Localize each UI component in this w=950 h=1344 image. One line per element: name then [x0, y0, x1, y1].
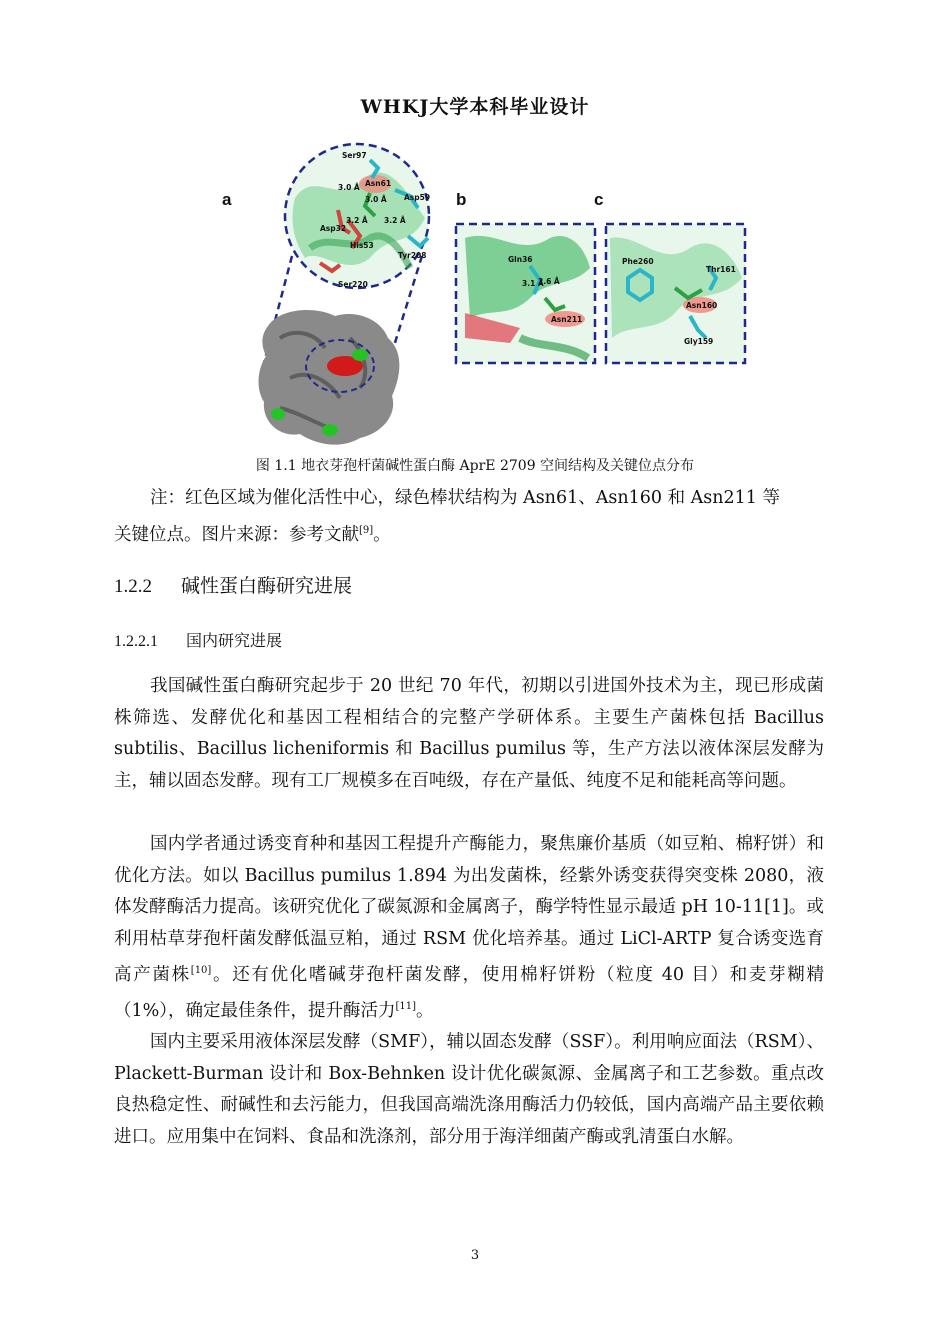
figure-note — [114, 483, 824, 551]
section-title: 碱性蛋白酶研究进展 — [181, 575, 353, 597]
label-dist-3: 3.2 Å — [346, 216, 368, 225]
label-ser220: Ser220 — [338, 280, 368, 289]
label-tyr208: Tyr208 — [398, 251, 427, 260]
section-heading — [114, 571, 352, 598]
label-his53: His53 — [350, 241, 374, 250]
label-thr161: Thr161 — [706, 265, 736, 274]
note-line-2: 关键位点。图片来源：参考文献 — [114, 524, 359, 545]
page-header: WHKJ大学本科毕业设计 — [360, 96, 590, 118]
panel-letter-b: b — [456, 190, 467, 209]
paragraph-1: 我国碱性蛋白酶研究起步于 20 世纪 70 年代，初期以引进国外技术为主，现已形成菌株筛选、发酵优化和基因工程相结合的完整产学研体系。主要生产菌株包括 Bacillus subtilis、Bacillus licheniformis 和 Bacillus pumilus 等，生产方法以液体深层发酵为主，辅以固态发酵。现有工厂规模多在百吨级，存在产量低、纯度不足和能耗高等问题。 — [114, 676, 824, 791]
page-number: 3 — [470, 1248, 480, 1263]
label-asp59: Asp59 — [404, 193, 431, 202]
label-phe260: Phe260 — [622, 257, 654, 266]
label-asp32: Asp32 — [320, 224, 347, 233]
panel-letter-a: a — [222, 190, 232, 209]
paragraph-2 — [114, 829, 824, 1028]
subsection-title: 国内研究进展 — [186, 631, 283, 650]
paragraph-2-part-b: 。还有优化嗜碱芽孢杆菌发酵，使用棉籽饼粉（粒度 40 目）和麦芽糊精（1%），确定最佳条件，提升酶活力 — [114, 964, 824, 1022]
label-gly159: Gly159 — [684, 337, 714, 346]
label-dist-1: 3.0 Å — [338, 183, 360, 192]
note-line-1: 注：红色区域为催化活性中心，绿色棒状结构为 Asn61、Asn160 和 Asn211 等 — [150, 488, 780, 508]
label-dist-b1: 3.1 Å — [522, 279, 544, 288]
subsection-heading — [114, 628, 282, 651]
paragraph-2-part-a: 国内学者通过诱变育种和基因工程提升产酶能力，聚焦廉价基质（如豆粕、棉籽饼）和优化方法。如以 Bacillus pumilus 1.894 为出发菌株，经紫外诱变获得突变株 2080，液体发酵酶活力提高。该研究优化了碳氮源和金属离子，酶学特性显示最适 pH 10-11[1]。或利用枯草芽孢杆菌发酵低温豆粕，通过 RSM 优化培养基。通过 LiCl-ARTP 复合诱变选育高产菌株 — [114, 834, 824, 985]
section-number: 1.2.2 — [114, 576, 152, 597]
label-ser97: Ser97 — [342, 151, 367, 160]
paragraph-2-ref-2: [11] — [395, 1001, 417, 1013]
label-dist-b2: 2.6 Å — [538, 277, 560, 286]
protein-structure-figure — [220, 138, 760, 456]
label-asn160: Asn160 — [686, 301, 718, 310]
panel-letter-c: c — [594, 190, 604, 209]
note-ref: [9] — [359, 524, 374, 536]
label-dist-2: 3.0 Å — [365, 195, 387, 204]
label-gln36: Gln36 — [508, 255, 533, 264]
figure-drawing — [220, 138, 760, 456]
subsection-number: 1.2.2.1 — [114, 633, 158, 650]
note-end: 。 — [373, 524, 391, 545]
label-dist-4: 3.2 Å — [384, 216, 406, 225]
label-asn211: Asn211 — [551, 315, 583, 324]
figure-caption: 图 1.1 地衣芽孢杆菌碱性蛋白酶 AprE 2709 空间结构及关键位点分布 — [255, 458, 695, 474]
paragraph-2-ref-1: [10] — [190, 965, 212, 976]
label-asn61: Asn61 — [365, 179, 392, 188]
paragraph-3: 国内主要采用液体深层发酵（SMF），辅以固态发酵（SSF）。利用响应面法（RSM）、Plackett-Burman 设计和 Box-Behnken 设计优化碳氮源、金属离子和工艺参数。重点改良热稳定性、耐碱性和去污能力，但我国高端洗涤用酶活力仍较低，国内高端产品主要依赖进口。应用集中在饲料、食品和洗涤剂，部分用于海洋细菌产酶或乳清蛋白水解。 — [114, 1032, 824, 1147]
paragraph-2-part-c: 。 — [416, 1001, 434, 1022]
